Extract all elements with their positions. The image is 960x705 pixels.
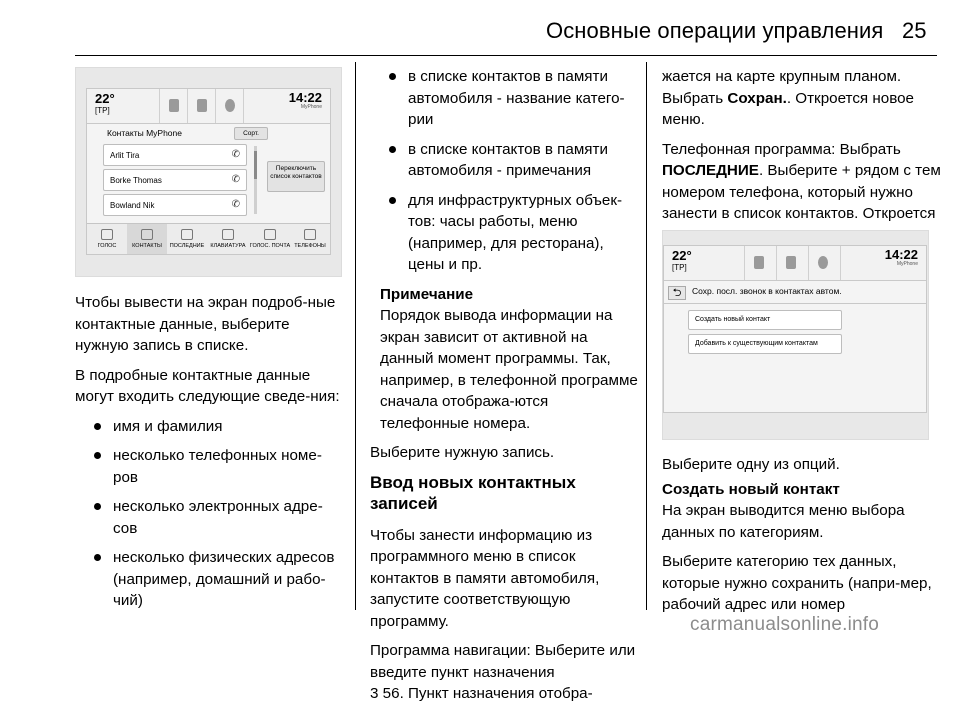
bullet-item: имя и фамилия xyxy=(75,416,345,438)
paragraph: Выберите одну из опций. xyxy=(662,456,840,473)
contacts-screen xyxy=(86,88,331,255)
voicemail-icon xyxy=(264,229,276,240)
app-icon[interactable] xyxy=(215,89,244,123)
tp-indicator: [TP] xyxy=(95,106,110,115)
sort-button[interactable]: Сорт. xyxy=(234,127,268,140)
paragraph: Выберите категорию тех данных, которые нужно сохранить (напри-мер, рабочий адрес или номер xyxy=(662,553,932,613)
contact-row[interactable] xyxy=(103,144,247,166)
sub-heading: Создать новый контакт xyxy=(662,480,840,498)
paragraph: жается на карте крупным планом. Выбрать Сохран.. Откроется новое меню. xyxy=(662,68,914,128)
blank-icon xyxy=(840,246,869,280)
column-3 xyxy=(662,66,942,254)
add-to-existing-option[interactable]: Добавить к существующим контактам xyxy=(688,334,842,354)
bullet-item: в списке контактов в памяти автомобиля - примечания xyxy=(370,139,638,182)
column-3-lower xyxy=(662,454,942,624)
nav-keypad[interactable]: КЛАВИАТУРА xyxy=(207,224,249,254)
header-rule xyxy=(75,55,937,56)
app-icon[interactable] xyxy=(808,246,837,280)
paragraph-text: Программа навигации: Выберите или введите пункт назначения xyxy=(370,642,636,681)
save-contact-screen xyxy=(663,245,927,413)
temperature: 22° xyxy=(95,91,115,106)
tp-indicator: [TP] xyxy=(672,263,687,272)
paragraph: В подробные контактные данные могут входить следующие сведе-ния: xyxy=(75,366,340,405)
bullet-item: несколько электронных адре-сов xyxy=(75,496,345,539)
column-2 xyxy=(370,66,638,705)
paragraph: На экран выводится меню выбора данных по категориям. xyxy=(662,502,905,541)
scrollbar-thumb[interactable] xyxy=(254,151,257,179)
bullet-item: несколько физических адресов (например, домашний и рабо-чий) xyxy=(75,547,345,612)
nav-recent[interactable]: ПОСЛЕДНИЕ xyxy=(167,224,207,254)
clock: 14:22 xyxy=(288,90,322,105)
bullet-item: для инфраструктурных объек-тов: часы работы, меню (например, для ресторана), цены и пр. xyxy=(370,190,638,276)
paragraph: Телефонная программа: Выбрать ПОСЛЕДНИЕ. Выберите + рядом с тем номером телефона, который нужно занести в список контактов. Откроется xyxy=(662,140,941,222)
temperature: 22° xyxy=(672,248,692,263)
phone-icon[interactable] xyxy=(187,89,216,123)
page-header-title: Основные операции управления xyxy=(546,18,884,43)
divider xyxy=(664,303,926,304)
paragraph: Выберите нужную запись. xyxy=(370,444,555,461)
bullet-item: в списке контактов в памяти автомобиля - название катего-рии xyxy=(370,66,638,131)
contact-name: Arlit Tira xyxy=(110,151,140,160)
nav-voicemail[interactable]: ГОЛОС. ПОЧТА xyxy=(249,224,291,254)
note-heading: Примечание xyxy=(380,285,474,303)
switch-contact-list-button[interactable]: Переключить список контактов xyxy=(267,161,325,192)
menu-title: Сохр. посл. звонок в контактах автом. xyxy=(692,286,842,296)
status-bar xyxy=(87,89,330,124)
nav-contacts[interactable]: КОНТАКТЫ xyxy=(127,224,167,254)
myphone-label: MyPhone xyxy=(896,261,918,267)
note-text: Порядок вывода информации на экран зависит от активной на данный момент программы. Так, например, в телефонной программе сначала отобража-ются телефонные номера. xyxy=(380,307,638,432)
phone-icon[interactable]: ✆ xyxy=(231,174,240,185)
xref-text: 56. Пункт назначения отобра- xyxy=(378,685,593,702)
section-heading: Ввод новых контактных записей xyxy=(370,472,576,513)
status-bar xyxy=(664,246,926,281)
contact-name: Borke Thomas xyxy=(110,176,162,185)
music-icon[interactable] xyxy=(744,246,773,280)
paragraph: Чтобы занести информацию из программного меню в список контактов в памяти автомобиля, запустите соответствующую программу. xyxy=(370,526,600,630)
phone-icon[interactable]: ✆ xyxy=(231,199,240,210)
recent-icon xyxy=(181,229,193,240)
xref-arrow-icon[interactable]: 3 xyxy=(370,685,379,702)
figure-contacts-screen xyxy=(75,67,342,277)
create-new-contact-option[interactable]: Создать новый контакт xyxy=(688,310,842,330)
list-title: Контакты MyPhone xyxy=(107,128,182,138)
figure-save-contact-screen xyxy=(662,230,929,440)
paragraph xyxy=(370,640,638,705)
column-divider xyxy=(355,62,356,610)
nav-phones[interactable]: ТЕЛЕФОНЫ xyxy=(291,224,329,254)
note xyxy=(370,284,638,435)
page-number: 25 xyxy=(902,18,927,43)
blank-icon xyxy=(243,89,272,123)
back-arrow-icon[interactable]: ⮌ xyxy=(668,286,686,300)
voice-icon xyxy=(101,229,113,240)
myphone-label: MyPhone xyxy=(300,104,322,110)
nav-voice[interactable]: ГОЛОС xyxy=(87,224,127,254)
phone-icon[interactable]: ✆ xyxy=(231,149,240,160)
contact-row[interactable] xyxy=(103,194,247,216)
clock: 14:22 xyxy=(884,247,918,262)
contact-row[interactable] xyxy=(103,169,247,191)
phones-icon xyxy=(304,229,316,240)
music-icon[interactable] xyxy=(159,89,188,123)
paragraph: Чтобы вывести на экран подроб-ные контактные данные, выберите нужную запись в списке. xyxy=(75,294,336,354)
phone-icon[interactable] xyxy=(776,246,805,280)
column-divider xyxy=(646,62,647,610)
watermark: carmanualsonline.info xyxy=(690,614,880,635)
column-1 xyxy=(75,292,345,620)
contacts-icon xyxy=(141,229,153,240)
bullet-item: несколько телефонных номе-ров xyxy=(75,445,345,488)
plus-icon: + xyxy=(841,162,851,179)
contact-name: Bowland Nik xyxy=(110,201,155,210)
bottom-nav xyxy=(87,223,330,254)
keypad-icon xyxy=(222,229,234,240)
